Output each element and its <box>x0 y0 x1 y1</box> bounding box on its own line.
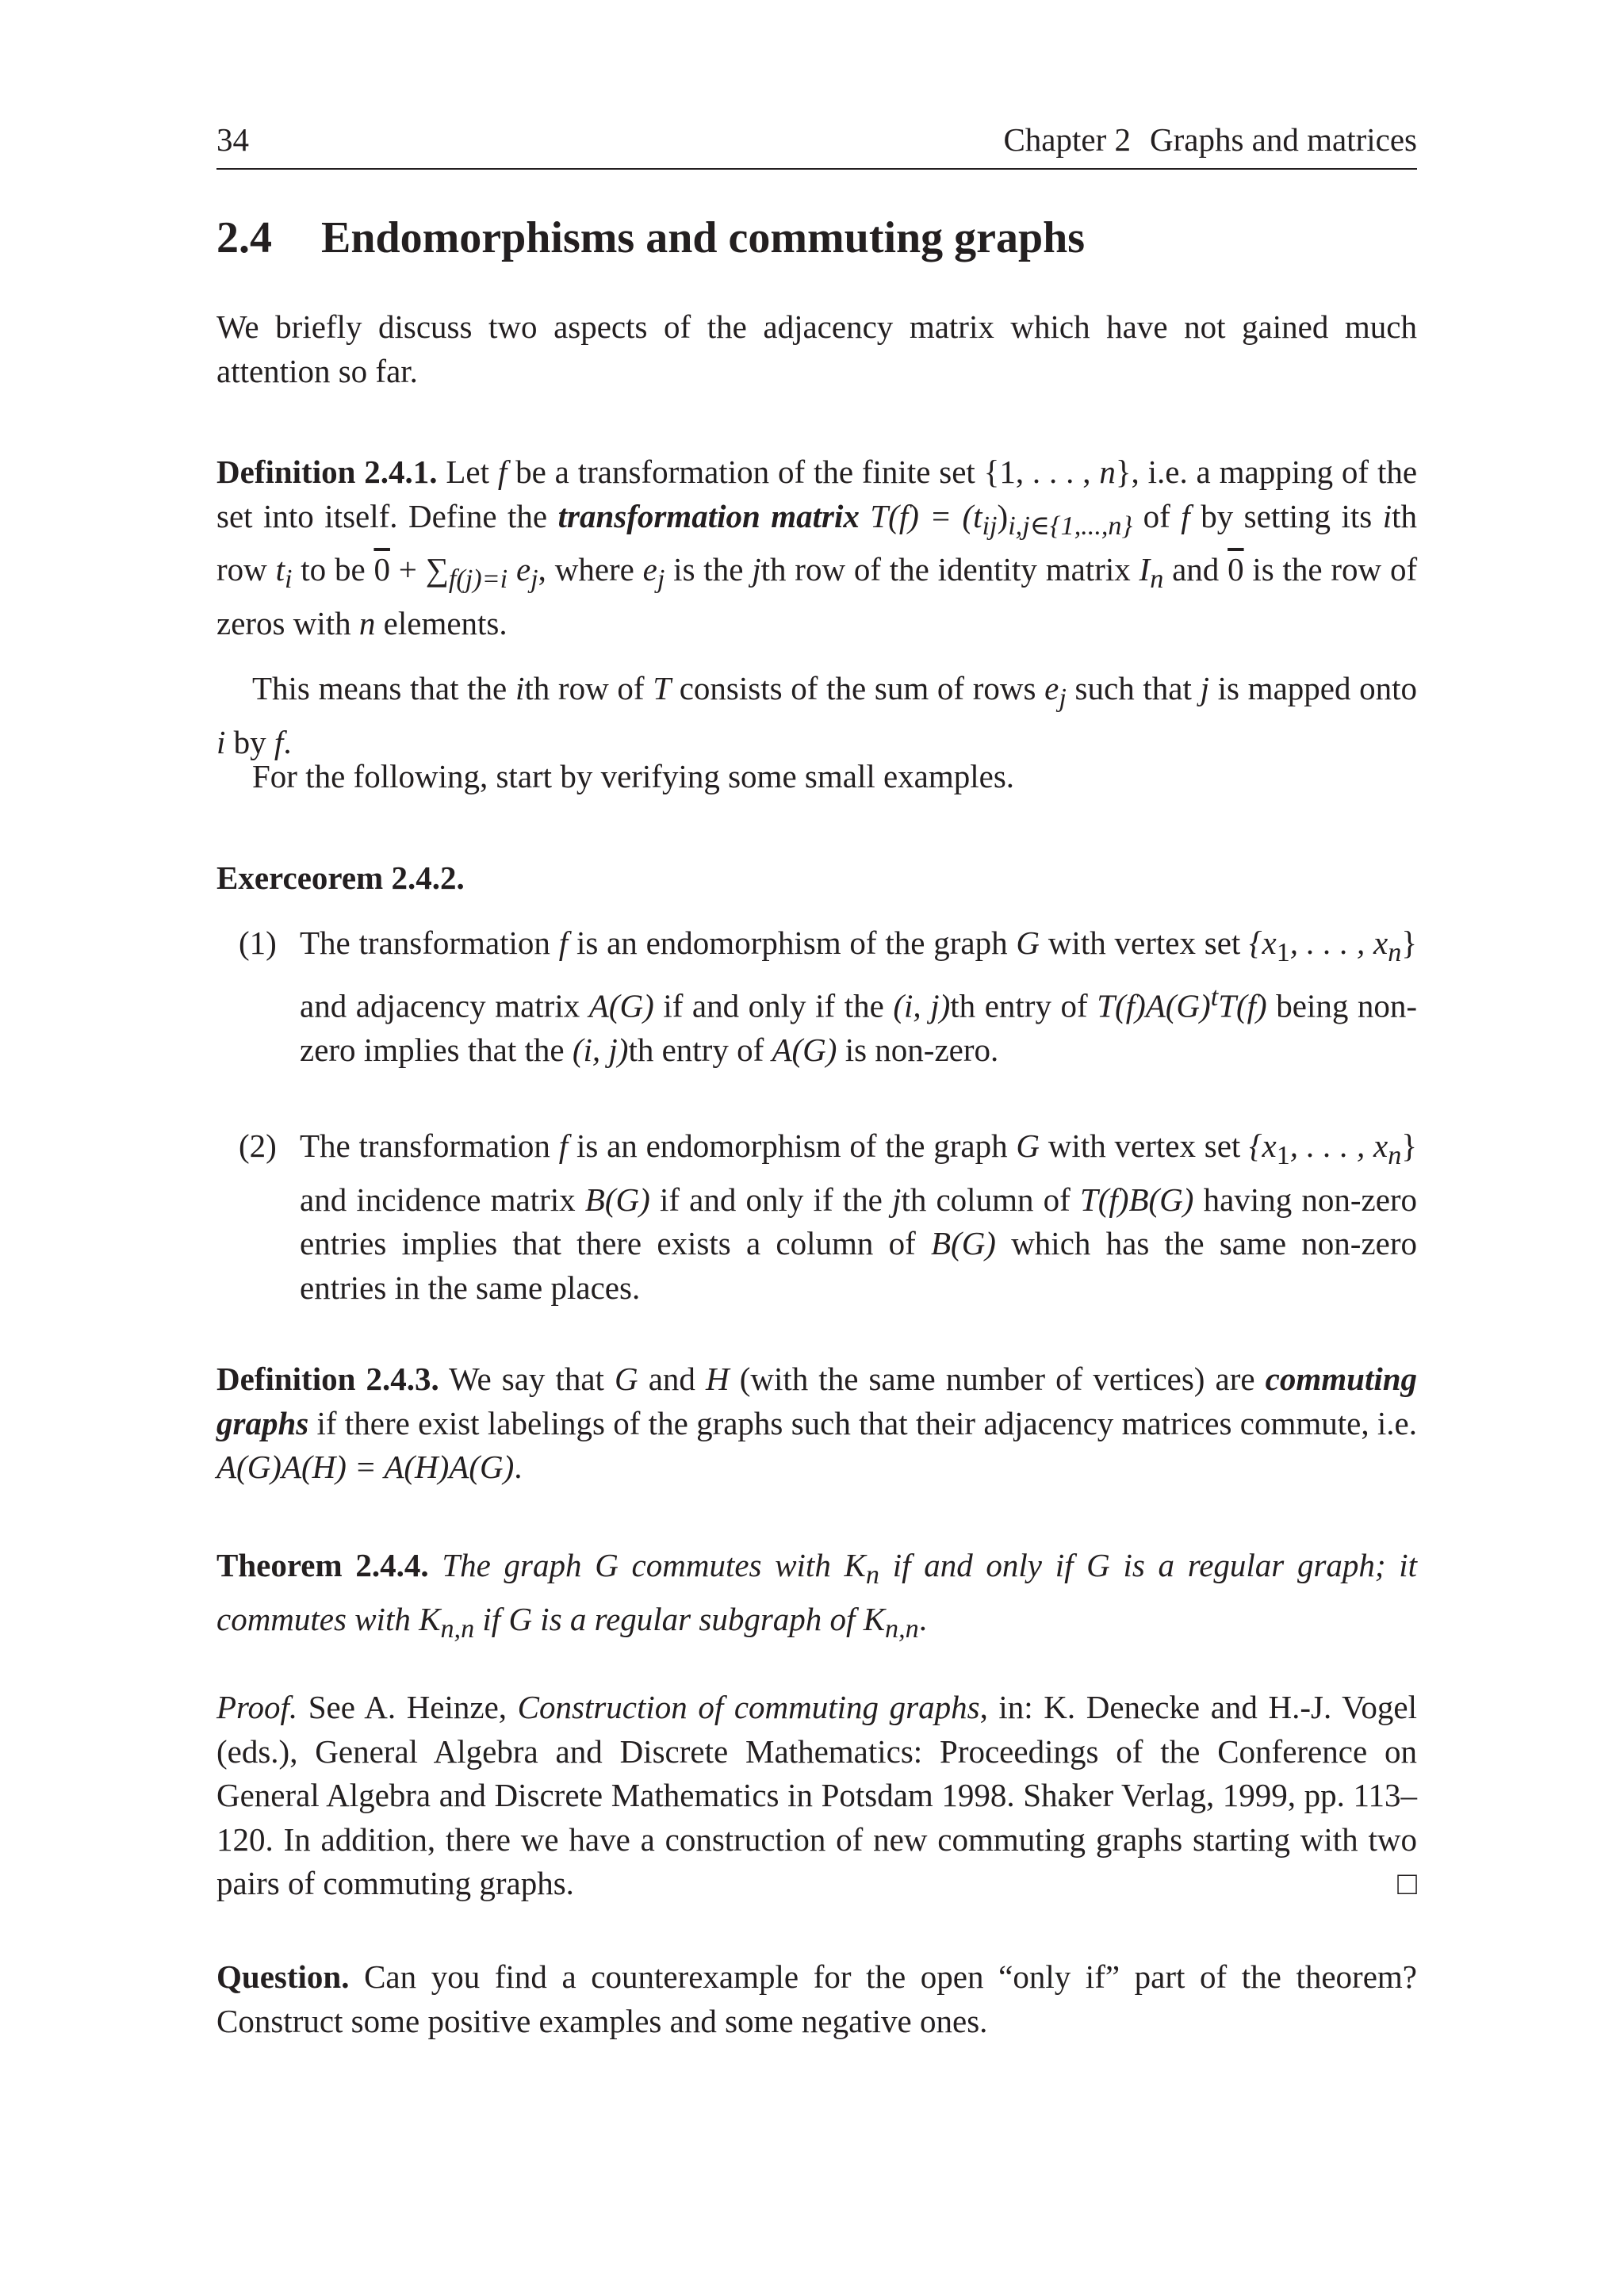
section-number: 2.4 <box>216 213 272 262</box>
definition-2-4-1: Definition 2.4.1. Let f be a transformation of the finite set {1, . . . , n}, i.e. a mapping of the set into itself. Define the transformation matrix $T(f) = (t_{ij})_{i,j\in\{1,...,n\}}$ of f by setting its ith row $t_i$ to be $0 + \sum_{f(j)=i}$ $e_j$, where $e_j$ is the jth row of the identity matrix $I_n$ and 0 is the row of zeros with n elements. <box>216 454 1418 641</box>
page-number: 34 <box>216 121 249 158</box>
chapter-running-title <box>1003 121 1417 159</box>
examples-note: For the following, start by verifying some small examples. <box>252 758 1015 794</box>
question-paragraph: Question. Can you find a counterexample for the open “only if” part of the theorem? Construct some positive examples and some negative ones. <box>216 1958 1417 2039</box>
defined-term: commuting graphs <box>216 1361 1418 1441</box>
exerceorem-label: Exerceorem 2.4.2. <box>216 859 465 896</box>
running-header <box>216 121 1417 170</box>
chapter-title: Graphs and matrices <box>1150 121 1417 158</box>
proof-paragraph: Proof. See A. Heinze, Construction of commuting graphs, in: K. Denecke and H.-J. Vogel (eds.), General Algebra and Discrete Mathematics: Proceedings of the Conference on General Algebra and Discrete Mathematics in Potsdam 1998. Shaker Verlag, 1999, pp. 113–120. In addition, there we have a construction of new commuting graphs starting with two pairs of commuting graphs. □ <box>216 1686 1417 1906</box>
explanation-paragraph: This means that the ith row of T consists of the sum of rows $e_j$ such that j is mapped onto i by f. <box>216 670 1418 760</box>
section-title: Endomorphisms and commuting graphs <box>321 213 1086 262</box>
intro-paragraph: We briefly discuss two aspects of the adjacency matrix which have not gained much attention so far. <box>216 308 1417 389</box>
qed-square: □ <box>1397 1865 1417 1901</box>
chapter-label: Chapter 2 <box>1003 121 1131 158</box>
defined-term: transformation matrix <box>557 497 860 534</box>
definition-label: Definition 2.4.1. <box>216 454 438 490</box>
theorem-2-4-4: Theorem 2.4.4. The graph G commutes with $K_n$ if and only if G is a regular graph; it commutes with $K_{n,n}$ if G is a regular subgraph of $K_{n,n}$. <box>216 1547 1418 1644</box>
section-heading <box>216 212 1085 263</box>
cited-title: Construction of commuting graphs <box>517 1689 980 1725</box>
definition-2-4-3: Definition 2.4.3. We say that G and H (with the same number of vertices) are commuting graphs if there exist labelings of the graphs such that their adjacency matrices commute, i.e. A(G)A(H) = A(H)A(G). <box>216 1361 1418 1485</box>
